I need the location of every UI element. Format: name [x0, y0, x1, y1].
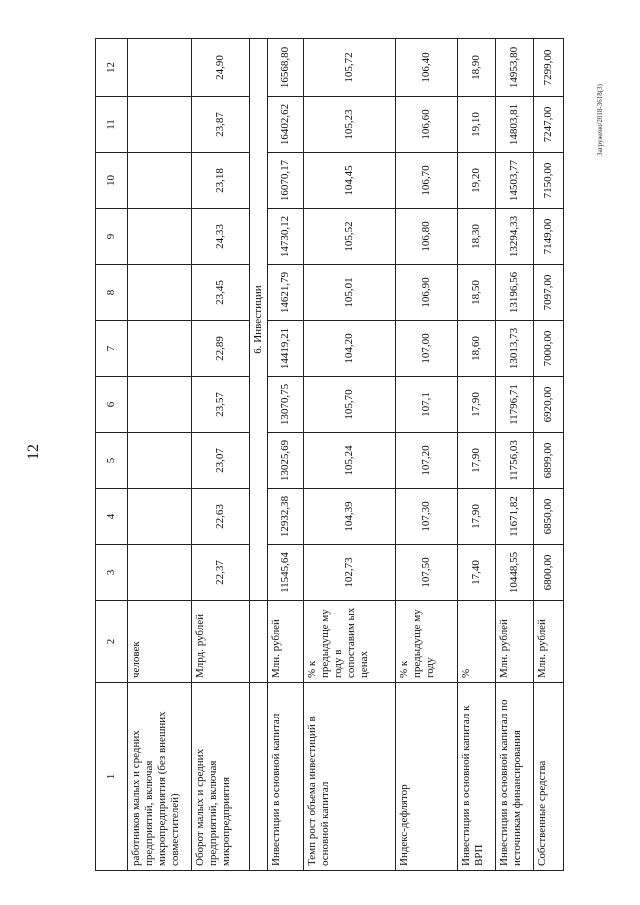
value-cell: 7149,00 [534, 209, 564, 265]
column-header: 9 [96, 209, 128, 265]
value-cell: 13013,73 [496, 321, 534, 377]
value-cell: 24,33 [192, 209, 250, 265]
value-cell: 17,90 [458, 433, 496, 489]
value-cell: 106,90 [396, 265, 458, 321]
value-cell [128, 153, 192, 209]
table-row [496, 39, 534, 871]
value-cell: 14953,80 [496, 39, 534, 97]
footer-note: Загружено/2018-3618(3) [596, 84, 604, 156]
value-cell: 22,89 [192, 321, 250, 377]
value-cell: 17,90 [458, 377, 496, 433]
section-title: 6. Инвестиции [250, 39, 268, 601]
value-cell [128, 97, 192, 153]
data-table [95, 38, 564, 871]
value-cell: 7299,00 [534, 39, 564, 97]
value-cell: 6920,00 [534, 377, 564, 433]
value-cell: 23,07 [192, 433, 250, 489]
value-cell: 14621,79 [268, 265, 304, 321]
value-cell: 106,60 [396, 97, 458, 153]
column-header: 8 [96, 265, 128, 321]
column-header: 3 [96, 545, 128, 601]
value-cell: 17,90 [458, 489, 496, 545]
page-number: 12 [25, 444, 42, 460]
value-cell: 18,60 [458, 321, 496, 377]
value-cell: 104,39 [304, 489, 396, 545]
indicator-cell: Инвестиции в основной капитал к ВРП [458, 683, 496, 871]
value-cell: 106,70 [396, 153, 458, 209]
value-cell: 13025,69 [268, 433, 304, 489]
column-header: 12 [96, 39, 128, 97]
rotated-table-container [95, 39, 563, 871]
column-header: 4 [96, 489, 128, 545]
value-cell: 107,00 [396, 321, 458, 377]
value-cell [128, 39, 192, 97]
value-cell: 16070,17 [268, 153, 304, 209]
value-cell: 104,45 [304, 153, 396, 209]
table-row [304, 39, 396, 871]
value-cell: 6850,00 [534, 489, 564, 545]
table-row [268, 39, 304, 871]
value-cell: 107,20 [396, 433, 458, 489]
column-header: 6 [96, 377, 128, 433]
value-cell: 14803,81 [496, 97, 534, 153]
section-row [250, 39, 268, 871]
indicator-cell: Инвестиции в основной капитал [268, 683, 304, 871]
value-cell: 107,30 [396, 489, 458, 545]
value-cell: 18,90 [458, 39, 496, 97]
table-row [128, 39, 192, 871]
value-cell [128, 377, 192, 433]
indicator-cell: Инвестиции в основной капитал по источникам финансирования [496, 683, 534, 871]
value-cell: 104,20 [304, 321, 396, 377]
value-cell: 23,57 [192, 377, 250, 433]
value-cell: 6800,00 [534, 545, 564, 601]
value-cell: 105,52 [304, 209, 396, 265]
value-cell: 105,70 [304, 377, 396, 433]
value-cell: 19,10 [458, 97, 496, 153]
column-header: 10 [96, 153, 128, 209]
value-cell [128, 321, 192, 377]
column-header: 7 [96, 321, 128, 377]
value-cell: 14730,12 [268, 209, 304, 265]
value-cell: 105,23 [304, 97, 396, 153]
value-cell: 13294,33 [496, 209, 534, 265]
value-cell: 10448,55 [496, 545, 534, 601]
value-cell [128, 209, 192, 265]
value-cell: 107,1 [396, 377, 458, 433]
value-cell [128, 265, 192, 321]
value-cell: 23,45 [192, 265, 250, 321]
table-row [458, 39, 496, 871]
value-cell: 17,40 [458, 545, 496, 601]
value-cell: 24,90 [192, 39, 250, 97]
table-row [396, 39, 458, 871]
column-header: 11 [96, 97, 128, 153]
header-row [96, 39, 128, 871]
indicator-cell: Темп рост объема инвестиций в основной капитал [304, 683, 396, 871]
value-cell: 18,30 [458, 209, 496, 265]
value-cell: 11796,71 [496, 377, 534, 433]
value-cell: 7097,00 [534, 265, 564, 321]
table-row [534, 39, 564, 871]
value-cell: 11756,03 [496, 433, 534, 489]
value-cell: 19,20 [458, 153, 496, 209]
indicator-cell: Индекс-дефлятор [396, 683, 458, 871]
table-row [192, 39, 250, 871]
value-cell: 11545,64 [268, 545, 304, 601]
indicator-cell: работников малых и средних предприятий, включая микропредприятия (без внешних совместителей) [128, 683, 192, 871]
indicator-cell: Оборот малых и средних предприятий, включая микропредприятия [192, 683, 250, 871]
value-cell [128, 489, 192, 545]
value-cell: 107,50 [396, 545, 458, 601]
value-cell: 106,80 [396, 209, 458, 265]
column-header: 2 [96, 601, 128, 683]
value-cell: 23,87 [192, 97, 250, 153]
unit-cell: человек [128, 601, 192, 683]
value-cell: 13070,75 [268, 377, 304, 433]
value-cell: 23,18 [192, 153, 250, 209]
unit-cell: % к предыдуще му году в сопоставим ых ценах [304, 601, 396, 683]
column-header: 1 [96, 683, 128, 871]
value-cell: 105,72 [304, 39, 396, 97]
value-cell: 11671,82 [496, 489, 534, 545]
value-cell: 22,63 [192, 489, 250, 545]
unit-cell: Млн. рублей [534, 601, 564, 683]
indicator-cell: Собственные средства [534, 683, 564, 871]
unit-cell: Млн. рублей [268, 601, 304, 683]
value-cell: 105,01 [304, 265, 396, 321]
value-cell: 106,40 [396, 39, 458, 97]
value-cell: 14503,77 [496, 153, 534, 209]
value-cell: 22,37 [192, 545, 250, 601]
value-cell [128, 545, 192, 601]
value-cell: 6899,00 [534, 433, 564, 489]
value-cell: 7247,00 [534, 97, 564, 153]
value-cell: 18,50 [458, 265, 496, 321]
value-cell: 16568,80 [268, 39, 304, 97]
value-cell: 16402,62 [268, 97, 304, 153]
unit-cell: % к предыдуще му году [396, 601, 458, 683]
column-header: 5 [96, 433, 128, 489]
value-cell [128, 433, 192, 489]
value-cell: 7150,00 [534, 153, 564, 209]
unit-cell: Млн. рублей [496, 601, 534, 683]
value-cell: 13196,56 [496, 265, 534, 321]
value-cell: 102,73 [304, 545, 396, 601]
value-cell: 12932,38 [268, 489, 304, 545]
unit-cell: Млрд. рублей [192, 601, 250, 683]
value-cell: 14419,21 [268, 321, 304, 377]
value-cell: 7000,00 [534, 321, 564, 377]
unit-cell: % [458, 601, 496, 683]
value-cell: 105,24 [304, 433, 396, 489]
